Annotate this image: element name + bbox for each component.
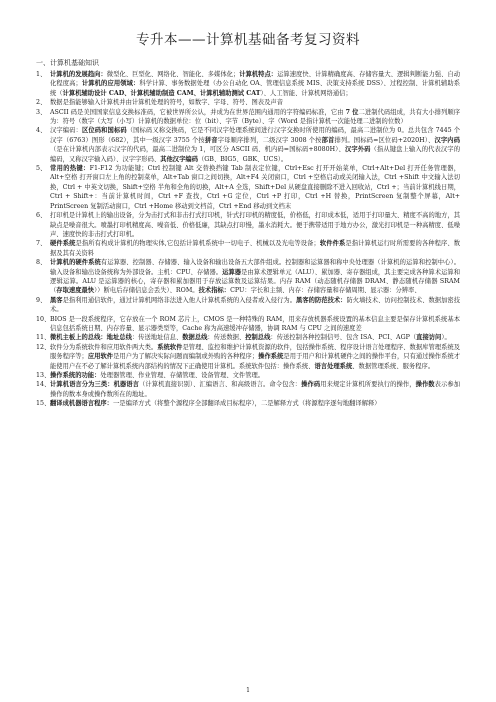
bold-term: 操作数 bbox=[415, 381, 435, 389]
item-number: 4、 bbox=[36, 127, 47, 135]
item-text: 打印机是计算机上的输出设备，分为击打式和非击打式打印机，针式打印机的精度低，价格低，打印成本低，适用于打印量大、精度不高的地方，其缺点是噪音很大。喷墨打印机精度高、噪音低、价格低廉，其缺点打印慢，墨水消耗大。便于携带适用于地方办公，激光打印机是一种高精度、低噪声、速度快的非击打式打印机。 bbox=[50, 212, 460, 238]
item-number: 8、 bbox=[36, 259, 47, 267]
bold-term: 语言处理系统 bbox=[314, 362, 353, 370]
item-text: 是指计算机运行时所需要的各种程序、数据及其有关资料 bbox=[50, 240, 460, 257]
list-item bbox=[36, 98, 460, 107]
item-text: F1-F12 为功能键；Ctrl 控制键 Alt 交替换挡键 Tab 制表定位键，Ctrl+Esc 打开开始菜单，Ctrl+Alt+Del 打开任务管理器，Alt+空格 打开窗口左上角的控制菜单，Alt+Tab 窗口之间切换，Alt+F4 关闭窗口，Ctrl +空格启动或关闭输入法，Ctrl +Shift 中文输入法切换，Ctrl + 中英文切换，Shift+空格 半角和全角的切换，Alt+A 全选，Shift+Del 从硬盘直接删除不进入回收站，Ctrl +；当前计算机线日期，Ctrl + Shift+：当前计算机时间，Ctrl +F 查找，Ctrl +G 定位，Ctrl +P 打印，Ctrl +H 替换，PrintScreen 复制整个屏幕，Alt+ PrintScreen 复制活动窗口，Ctrl +Home 移动到文档首，Ctrl +End 移动到文档末 bbox=[50, 165, 460, 210]
item-number: 14、 bbox=[36, 381, 51, 389]
item-text: 软件分为系统软件和应用软件两大类。 bbox=[50, 343, 158, 351]
item-text: （国标码又称交换码，它是不同汉字处理系统间进行汉字交换时所使用的编码，最高二进制位为 0。总共包含 7445 个汉字（6763）图形（682），其中一级汉字 3755 个按 bbox=[50, 127, 461, 144]
item-number: 1、 bbox=[36, 71, 47, 78]
bold-term: 数据总线 bbox=[182, 334, 208, 342]
item-text: BIOS 是一段系统程序，它存放在一个 ROM 芯片上，CMOS 是一种特殊的 RAM，用来存放机器系统设置的基本信息主要是保存计算机系统基本信息包括系统日期、内存容量、显示器类型等，Cache 称为高速缓冲存储器，协调 RAM 与 CPU 之间的速度差 bbox=[50, 315, 460, 332]
bold-term: 存取速度最快 bbox=[56, 287, 95, 295]
item-text: ）。 bbox=[441, 334, 451, 342]
item-number: 7、 bbox=[36, 240, 47, 248]
item-text: 二进制代码组成，共有大小排列顺序为：符号（数字（大写（小写）计算机的数据单位：位（bit）、字节（Byte）、字（Word 是指计算机一次能处理二进制的位数） bbox=[50, 108, 460, 126]
item-text: ））断电后存储信息会丢失）、ROM。 bbox=[94, 287, 199, 295]
item-text: 是指所有构成计算机的物理实体,它包括计算机系统中一切电子、机械以及光电等设备； bbox=[75, 240, 320, 248]
bold-term: 计算机辅助设计 CAD、计算机辅助制造 CAM、计算机辅助测试 CAT bbox=[62, 89, 261, 97]
list-item bbox=[36, 164, 460, 211]
item-text: 微型化、巨型化、网络化、智能化、多媒体化； bbox=[106, 71, 240, 78]
item-text: CPU：字长和主频、内存：存储容量和存储周期、显示器：分辨率、 bbox=[230, 287, 421, 295]
list-item bbox=[36, 108, 460, 127]
item-text: 是用于用户和计算机硬件之间的操作平台，只有通过操作系统才能使用户在不必了解计算机系统内部结构的情况下正确使用计算机。系统软件包括：操作系统、 bbox=[50, 353, 461, 370]
item-text: 科学计算、事务数据处理（办公自动化 OA、管理信息系统 MIS、决策支持系统 DSS）、过程控制、计算机辅助系统（ bbox=[50, 80, 460, 97]
bold-term: 计算机特点： bbox=[239, 71, 278, 78]
item-text: ASCII 码是美国国家信息交换标准码，它被世界所公认，并成为在世界范围内通用的字符编码标准，它由 bbox=[50, 108, 346, 116]
item-text: 防火墙技术、访问控制技术、数据加密技术。 bbox=[50, 296, 461, 314]
list-item bbox=[36, 399, 460, 408]
bold-term: 地址总线 bbox=[106, 334, 132, 342]
item-text: （GB、BIG5、GBK、UCS）。 bbox=[197, 155, 288, 163]
item-text: （计算机直接识别）、汇编语言、和高级语言。命令包含： bbox=[139, 381, 302, 389]
bold-term: 硬件系统 bbox=[50, 240, 76, 248]
document-title: 专升本——计算机基础备考复习资料 bbox=[136, 32, 360, 48]
list-item bbox=[36, 315, 460, 334]
list-item bbox=[36, 380, 460, 399]
bold-term: 黑客 bbox=[50, 296, 63, 304]
item-text: ：传送控制各种控制信号、包含 ISA、PCI、AGP（ bbox=[270, 334, 417, 342]
bold-term: 计算机的发展趋向： bbox=[50, 71, 107, 78]
item-number: 6、 bbox=[36, 212, 47, 220]
item-text: 是管理、监控和维护计算机资源的软件，包括操作系统、程序设计语言处理程序、数据库管理系统及服务程序等； bbox=[50, 343, 461, 361]
list-item bbox=[36, 70, 460, 98]
list-item bbox=[36, 371, 460, 380]
item-text: 是指利用通信软件，通过计算机网络非法进入他人计算机系统的入侵者或入侵行为。 bbox=[62, 296, 297, 304]
item-text: 用来规定计算机所要执行的操作， bbox=[320, 381, 416, 389]
item-text: （是在计算机内部表示汉字的代码，最高二进制位为 1，可区分 ASCII 码、机内码=国标码+8080H）、 bbox=[50, 146, 345, 154]
bold-term: 计算机语言分为三类： bbox=[50, 381, 114, 389]
item-number: 15、 bbox=[36, 400, 51, 408]
bold-term: 操作系统 bbox=[258, 353, 284, 361]
item-text: 一是编译方式（将整个源程序全部翻译成目标程序），二是解释方式（将源程序逐句地翻译解释） bbox=[112, 400, 381, 408]
item-text: 处理器管理、作业管理、存储管理、设备管理、文件管理。 bbox=[100, 372, 265, 379]
bold-term: 黑客的防范技术： bbox=[296, 296, 347, 304]
item-text: ）、人工智能、计算机网络通信； bbox=[260, 89, 352, 97]
item-text: 是由算术逻辑单元（ALU）、累加器、寄存器组成，其主要完成各种算术运算和逻辑运算。ALU 是运算器的核心，寄存器和累加器用于存放运算数及运算结果。内存 RAM（动态随机存储器 DRAM、静态随机存储器 SRAM（ bbox=[50, 268, 460, 295]
bold-term: 应用软件 bbox=[87, 353, 114, 361]
item-text: 数据是指能够输入计算机并由计算机处理的符号，如数字、字母、符号、图表及声音 bbox=[50, 99, 283, 107]
bold-term: 操作码 bbox=[301, 381, 321, 389]
bold-term: 系统软件 bbox=[157, 343, 183, 351]
bold-term: 软件件系 bbox=[319, 240, 346, 248]
bold-term: 操作系统的功能： bbox=[50, 372, 101, 379]
item-text: 运算速度快、计算精确度高、存储容量大、逻辑判断能力强、自动化程度高； bbox=[50, 71, 461, 88]
item-text: 字母顺序排列，二级汉字 3008 个按 bbox=[217, 136, 322, 144]
bold-term: 拼音 bbox=[204, 136, 218, 144]
section-heading: 一、计算机基础知识 bbox=[36, 59, 99, 67]
item-number: 12、 bbox=[36, 343, 51, 351]
bold-term: 技术指标： bbox=[198, 287, 231, 295]
page-number: 1 bbox=[246, 687, 250, 694]
item-text: （指从键盘上输入的代表汉字的编码，又称汉字输入码）、汉字字形码、 bbox=[50, 146, 461, 163]
bold-term: 部首 bbox=[321, 136, 335, 144]
bold-term: 计算机的应用领域： bbox=[81, 80, 140, 88]
list-item bbox=[36, 239, 460, 258]
item-text: 汉字编码： bbox=[50, 127, 82, 135]
bold-term: 微机主板上的总线： bbox=[50, 334, 107, 342]
list-item bbox=[36, 333, 460, 342]
item-text: 、数据管理系统、服务程序。 bbox=[352, 362, 435, 370]
item-text: 表示参加操作的数本身或操作数所在的地址。 bbox=[50, 381, 461, 398]
bold-term: 直接访问 bbox=[416, 334, 442, 342]
item-number: 9、 bbox=[36, 296, 47, 304]
item-text: ：传送地址信息、 bbox=[131, 334, 183, 342]
knowledge-list bbox=[36, 70, 460, 409]
list-item bbox=[36, 126, 460, 164]
item-number: 10、 bbox=[36, 315, 51, 323]
item-text: ：传送数据、 bbox=[207, 334, 246, 342]
bold-term: 翻译成机器语言程序： bbox=[50, 400, 113, 408]
bold-term: 区位码和国标码 bbox=[81, 127, 127, 135]
bold-term: 7 位 bbox=[345, 108, 359, 116]
item-text: 是用户为了解决实际问题而编制或外购的各种程序； bbox=[113, 353, 259, 361]
bold-term: 汉字外码 bbox=[344, 146, 371, 154]
bold-term: 计算机的硬件系统 bbox=[50, 259, 101, 267]
bold-term: 汉字内码 bbox=[434, 136, 461, 144]
item-number: 3、 bbox=[36, 108, 47, 116]
bold-term: 控制总线 bbox=[245, 334, 271, 342]
bold-term: 运算器 bbox=[222, 268, 242, 276]
item-number: 11、 bbox=[36, 334, 51, 342]
list-item bbox=[36, 296, 460, 315]
list-item bbox=[36, 343, 460, 371]
bold-term: 常用的热键： bbox=[50, 165, 90, 173]
item-number: 13、 bbox=[36, 372, 51, 379]
list-item bbox=[36, 211, 460, 239]
list-item bbox=[36, 258, 460, 296]
bold-term: 其他汉字编码 bbox=[160, 155, 198, 163]
item-number: 2、 bbox=[36, 99, 47, 107]
item-text: 排列。国标码=区位码+2020H）、 bbox=[334, 136, 435, 144]
item-number: 5、 bbox=[36, 165, 47, 173]
item-text: 有运算器、控制器、存储器、输入设备和输出设备五大部件组成。控制器和运算器和称中央处理器（计算机的运算和控制中心）。输入设备和输出设备统称为外部设备。主机：CPU、存储器。 bbox=[50, 259, 460, 276]
bold-term: 机器语言 bbox=[113, 381, 140, 389]
